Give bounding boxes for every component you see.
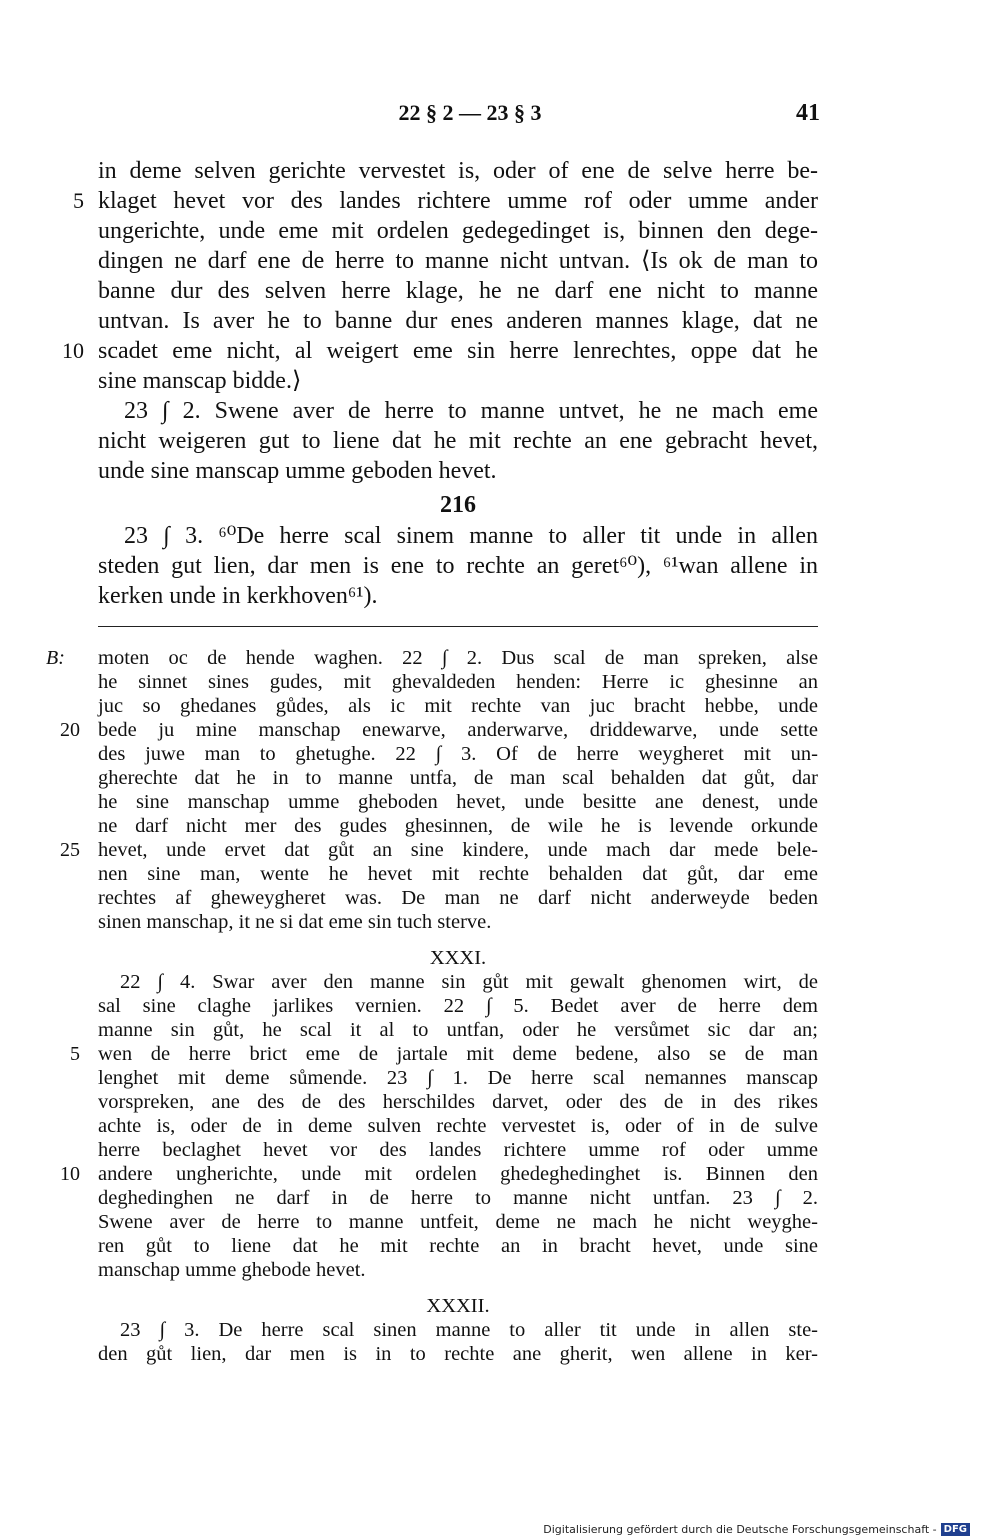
apparatus-line: manne sin gůt, he scal it al to untfan, oder he versůmet sic dar an; [98,1019,818,1041]
text-line: in deme selven gerichte vervestet is, oder of ene de selve herre be- [98,158,818,184]
text-line: 23 ∫ 2. Swene aver de herre to manne untvet, he ne mach eme [124,398,818,424]
apparatus-line: wen de herre brict eme de jartale mit deme bedene, also se de man [98,1043,818,1065]
line-number: 25 [60,839,80,861]
text-line: nicht weigeren gut to liene dat he mit rechte an ene gebracht hevet, [98,428,818,454]
apparatus-rule [98,626,818,627]
text-line: untvan. Is aver he to banne dur enes anderen mannes klage, dat ne [98,308,818,334]
text-line: sine manscap bidde.⟩ [98,368,302,394]
apparatus-line: ne darf nicht mer des gudes ghesinnen, de wile he is levende orkunde [98,815,818,837]
apparatus-line: Swene aver de herre to manne untfeit, deme ne mach he nicht weyghe- [98,1211,818,1233]
apparatus-line: 22 ∫ 4. Swar aver den manne sin gůt mit gewalt ghenomen wirt, de [120,971,818,993]
footer-text: Digitalisierung gefördert durch die Deutsche Forschungsgemeinschaft - [543,1523,937,1536]
apparatus-line: den gůt lien, dar men is in to rechte ane gherit, wen allene in ker- [98,1343,818,1365]
apparatus-line: herre beclaghet hevet vor des landes richtere umme rof oder umme [98,1139,818,1161]
apparatus-line: bede ju mine manschap enewarve, anderwarve, driddewarve, unde sette [98,719,818,741]
text-line: kerken unde in kerkhoven⁶¹). [98,583,378,609]
apparatus-line: he sine manschap umme gheboden hevet, unde besitte ane denest, unde [98,791,818,813]
apparatus-line: achte is, oder de in deme sulven rechte vervestet is, oder of in de sulve [98,1115,818,1137]
digitization-credit [543,1523,970,1536]
apparatus-line: juc so ghedanes gůdes, als ic mit rechte van juc bracht hebbe, unde [98,695,818,717]
apparatus-line: moten oc de hende waghen. 22 ∫ 2. Dus scal de man spreken, alse [98,647,818,669]
apparatus-line: sal sine claghe jarlikes vernien. 22 ∫ 5. Bedet aver de herre dem [98,995,818,1017]
section-number: 216 [440,492,476,518]
text-line: unde sine manscap umme geboden hevet. [98,458,497,484]
line-number: 5 [70,1043,80,1065]
text-line: 23 ∫ 3. ⁶⁰De herre scal sinem manne to aller tit unde in allen [124,523,818,549]
apparatus-line: hevet, unde ervet dat gůt an sine kindere, unde mach dar mede bele- [98,839,818,861]
apparatus-line: rechtes af gheweygheret was. De man ne darf nicht anderweyde beden [98,887,818,909]
apparatus-line: 23 ∫ 3. De herre scal sinen manne to aller tit unde in allen ste- [120,1319,818,1341]
apparatus-line: ren gůt to liene dat he mit rechte an in bracht hevet, unde sine [98,1235,818,1257]
apparatus-line: he sinnet sines gudes, mit ghevaldeden henden: Herre ic ghesinne an [98,671,818,693]
dfg-logo: DFG [941,1523,970,1536]
apparatus-line: lenghet mit deme sůmende. 23 ∫ 1. De herre scal nemannes manscap [98,1067,818,1089]
text-line: scadet eme nicht, al weigert eme sin herre lenrechtes, oppe dat he [98,338,818,364]
text-line: dingen ne darf ene de herre to manne nicht untvan. ⟨Is ok de man to [98,248,818,274]
apparatus-line: deghedinghen ne darf in de herre to manne nicht untfan. 23 ∫ 2. [98,1187,818,1209]
chapter-heading-xxxii: XXXII. [426,1295,490,1317]
text-line: klaget hevet vor des landes richtere umme rof oder umme ander [98,188,818,214]
apparatus-line: andere ungherichte, unde mit ordelen ghedeghedinghet is. Binnen den [98,1163,818,1185]
line-number: 10 [62,338,84,363]
running-title: 22 § 2 — 23 § 3 [398,100,542,125]
text-line: banne dur des selven herre klage, he ne darf ene nicht to manne [98,278,818,304]
text-line: steden gut lien, dar men is ene to rechte an geret⁶⁰), ⁶¹wan allene in [98,553,818,579]
apparatus-line: vorspreken, ane des de des herschildes darvet, oder des de in des rikes [98,1091,818,1113]
manuscript-siglum: B: [46,647,65,669]
line-number: 20 [60,719,80,741]
text-line: ungerichte, unde eme mit ordelen gedegedinget is, binnen den dege- [98,218,818,244]
line-number: 10 [60,1163,80,1185]
chapter-heading-xxxi: XXXI. [429,947,487,969]
apparatus-line: nen sine man, wente he hevet mit rechte behalden dat gůt, dar eme [98,863,818,885]
apparatus-line: des juwe man to ghetughe. 22 ∫ 3. Of de herre weygheret mit un- [98,743,818,765]
apparatus-line: gherechte dat he in to manne untfa, de man scal behalden dat gůt, dar [98,767,818,789]
line-number: 5 [73,188,84,213]
apparatus-line: sinen manschap, it ne si dat eme sin tuch sterve. [98,911,492,933]
page-number: 41 [796,100,820,126]
apparatus-line: manschap umme ghebode hevet. [98,1259,366,1281]
